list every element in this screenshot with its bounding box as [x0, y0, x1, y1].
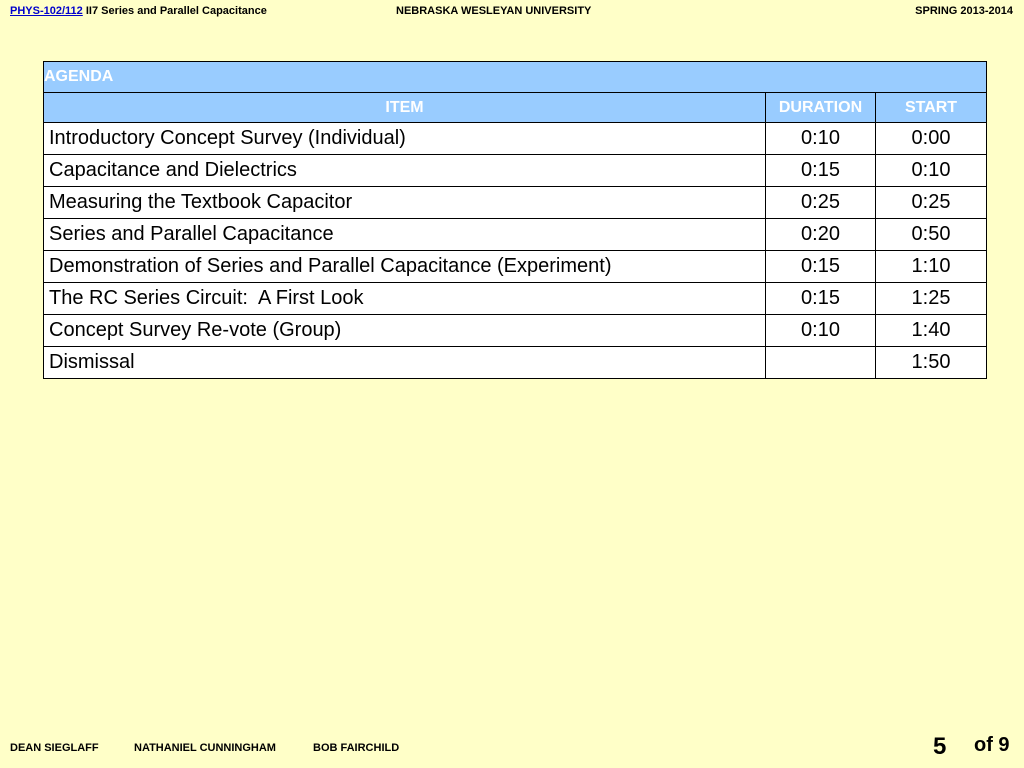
start-cell: 0:00 [876, 123, 987, 155]
item-cell: Measuring the Textbook Capacitor [44, 187, 766, 219]
term-label: SPRING 2013-2014 [915, 5, 1013, 17]
start-cell: 1:10 [876, 251, 987, 283]
start-cell: 0:10 [876, 155, 987, 187]
agenda-title-row [44, 62, 987, 93]
table-row [44, 219, 987, 251]
duration-cell: 0:15 [766, 155, 876, 187]
start-cell: 0:25 [876, 187, 987, 219]
item-cell: The RC Series Circuit: A First Look [44, 283, 766, 315]
column-header-duration: DURATION [766, 93, 876, 123]
start-cell: 1:50 [876, 347, 987, 379]
table-row [44, 251, 987, 283]
agenda-title: AGENDA [44, 62, 987, 93]
item-cell: Dismissal [44, 347, 766, 379]
duration-cell: 0:15 [766, 251, 876, 283]
item-cell: Introductory Concept Survey (Individual) [44, 123, 766, 155]
university-name: NEBRASKA WESLEYAN UNIVERSITY [396, 5, 592, 17]
duration-cell: 0:20 [766, 219, 876, 251]
slide-header [0, 5, 1024, 21]
page-total: of 9 [974, 734, 1010, 756]
table-row [44, 283, 987, 315]
table-row [44, 187, 987, 219]
duration-cell: 0:10 [766, 123, 876, 155]
page-number: 5 [933, 733, 947, 760]
author-name: DEAN SIEGLAFF [10, 742, 99, 754]
author-name: NATHANIEL CUNNINGHAM [134, 742, 276, 754]
duration-cell: 0:10 [766, 315, 876, 347]
table-row [44, 155, 987, 187]
item-cell: Demonstration of Series and Parallel Capacitance (Experiment) [44, 251, 766, 283]
duration-cell: 0:15 [766, 283, 876, 315]
table-row [44, 315, 987, 347]
table-row [44, 347, 987, 379]
table-row [44, 123, 987, 155]
start-cell: 1:25 [876, 283, 987, 315]
item-cell: Concept Survey Re-vote (Group) [44, 315, 766, 347]
start-cell: 0:50 [876, 219, 987, 251]
duration-cell [766, 347, 876, 379]
column-header-item: ITEM [44, 93, 766, 123]
agenda-header-row [44, 93, 987, 123]
item-cell: Series and Parallel Capacitance [44, 219, 766, 251]
item-cell: Capacitance and Dielectrics [44, 155, 766, 187]
course-code-link[interactable]: PHYS-102/112 [10, 5, 83, 17]
header-left [10, 5, 267, 17]
column-header-start: START [876, 93, 987, 123]
duration-cell: 0:25 [766, 187, 876, 219]
agenda-table [43, 61, 987, 379]
start-cell: 1:40 [876, 315, 987, 347]
lesson-title: II7 Series and Parallel Capacitance [85, 5, 267, 17]
author-name: BOB FAIRCHILD [313, 742, 400, 754]
